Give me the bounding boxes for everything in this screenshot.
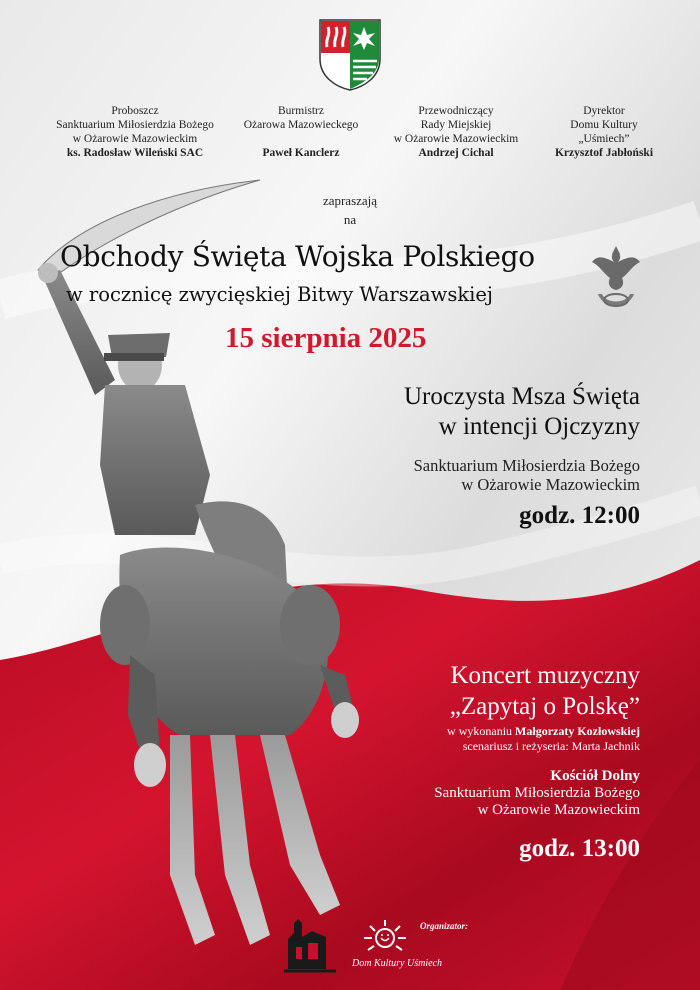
host-role-line2: Domu Kultury bbox=[570, 119, 638, 131]
mass-place-town: w Ożarowie Mazowieckim bbox=[461, 475, 640, 494]
military-eagle-icon bbox=[590, 244, 642, 314]
host-role-line3: w Ożarowie Mazowieckim bbox=[72, 133, 198, 145]
performer-prefix: w wykonaniu bbox=[447, 724, 516, 738]
concert-place: Sanktuarium Miłosierdzia Bożego bbox=[434, 785, 640, 801]
host-role-line2: Sanktuarium Miłosierdzia Bożego bbox=[56, 119, 214, 131]
concert-name: „Zapytaj o Polskę” bbox=[449, 693, 640, 720]
event-title: Obchody Święta Wojska Polskiego bbox=[60, 240, 535, 273]
host-role-line2: Ożarowa Mazowieckego bbox=[243, 119, 359, 131]
mass-time: godz. 12:00 bbox=[519, 502, 640, 529]
event-subtitle: w rocznicę zwycięskiej Bitwy Warszawskiej bbox=[66, 283, 493, 306]
mass-title: Uroczysta Msza Święta bbox=[403, 383, 640, 410]
church-logo-icon bbox=[282, 913, 340, 973]
host-role-line3: w Ożarowie Mazowieckim bbox=[393, 133, 519, 145]
concert-section bbox=[260, 660, 640, 863]
host-role: Dyrektor bbox=[583, 105, 625, 117]
host-role-line3 bbox=[228, 132, 374, 146]
host-name: ks. Radosław Wileński SAC bbox=[66, 147, 204, 159]
host-role: Burmistrz bbox=[278, 105, 324, 117]
invite-line2: na bbox=[343, 212, 357, 227]
host-mayor bbox=[228, 104, 374, 160]
invite-line1: zapraszają bbox=[322, 193, 378, 208]
organizer-label: Organizator: bbox=[420, 921, 469, 931]
concert-time: godz. 13:00 bbox=[519, 835, 640, 862]
sun-logo-icon bbox=[360, 916, 410, 956]
event-date: 15 sierpnia 2025 bbox=[225, 322, 427, 354]
host-role: Przewodniczący bbox=[418, 105, 494, 117]
mass-intention: w intencji Ojczyzny bbox=[438, 413, 640, 440]
host-role-line2: Rady Miejskiej bbox=[420, 119, 492, 131]
concert-venue: Kościół Dolny bbox=[550, 768, 640, 784]
host-role: Proboszcz bbox=[111, 105, 159, 117]
host-name: Andrzej Cichal bbox=[418, 147, 494, 159]
concert-script: scenariusz i reżyseria: Marta Jachnik bbox=[462, 739, 640, 753]
concert-performer-line bbox=[260, 724, 640, 739]
host-name: Paweł Kanclerz bbox=[262, 147, 340, 159]
host-parish-priest bbox=[40, 104, 230, 160]
organizer-logo-text: Dom Kultury Uśmiech bbox=[352, 958, 442, 969]
host-council-chair bbox=[378, 104, 534, 160]
host-role-line3: „Uśmiech” bbox=[578, 133, 630, 145]
mass-place: Sanktuarium Miłosierdzia Bożego bbox=[413, 456, 640, 475]
coat-of-arms-icon bbox=[319, 19, 381, 91]
host-culture-director bbox=[534, 104, 674, 160]
concert-place-town: w Ożarowie Mazowieckim bbox=[477, 802, 640, 818]
host-name: Krzysztof Jabłoński bbox=[554, 147, 654, 159]
performer-name: Małgorzaty Kozłowskiej bbox=[515, 724, 640, 738]
mass-section bbox=[260, 382, 640, 530]
hosts-section bbox=[0, 104, 700, 174]
concert-title: Koncert muzyczny bbox=[450, 662, 640, 689]
